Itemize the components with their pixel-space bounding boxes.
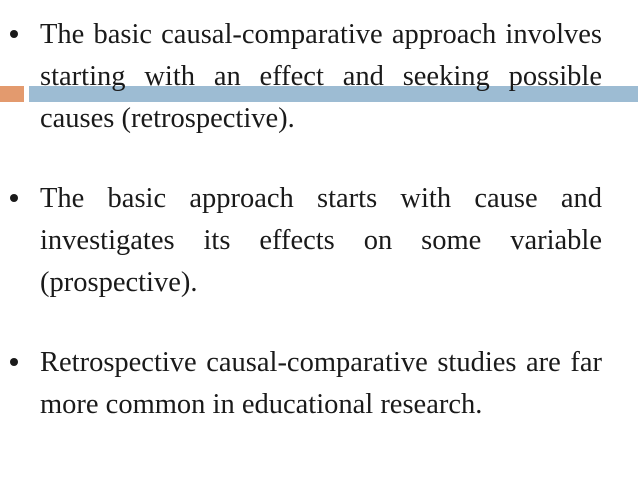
bullet-dot-icon <box>10 30 18 38</box>
bullet-dot-icon <box>10 194 18 202</box>
bullet-dot-icon <box>10 358 18 366</box>
bullet-text: Retrospective causal-comparative studies are far more common in educational research. <box>40 347 602 420</box>
bullet-item <box>10 14 602 140</box>
bullet-item <box>10 178 602 304</box>
bullet-text: The basic causal-comparative approach involves starting with an effect and seeking possible causes (retrospective). <box>40 19 602 134</box>
bullet-list <box>10 14 602 464</box>
bullet-item <box>10 342 602 426</box>
bullet-text: The basic approach starts with cause and investigates its effects on some variable (prospective). <box>40 183 602 298</box>
